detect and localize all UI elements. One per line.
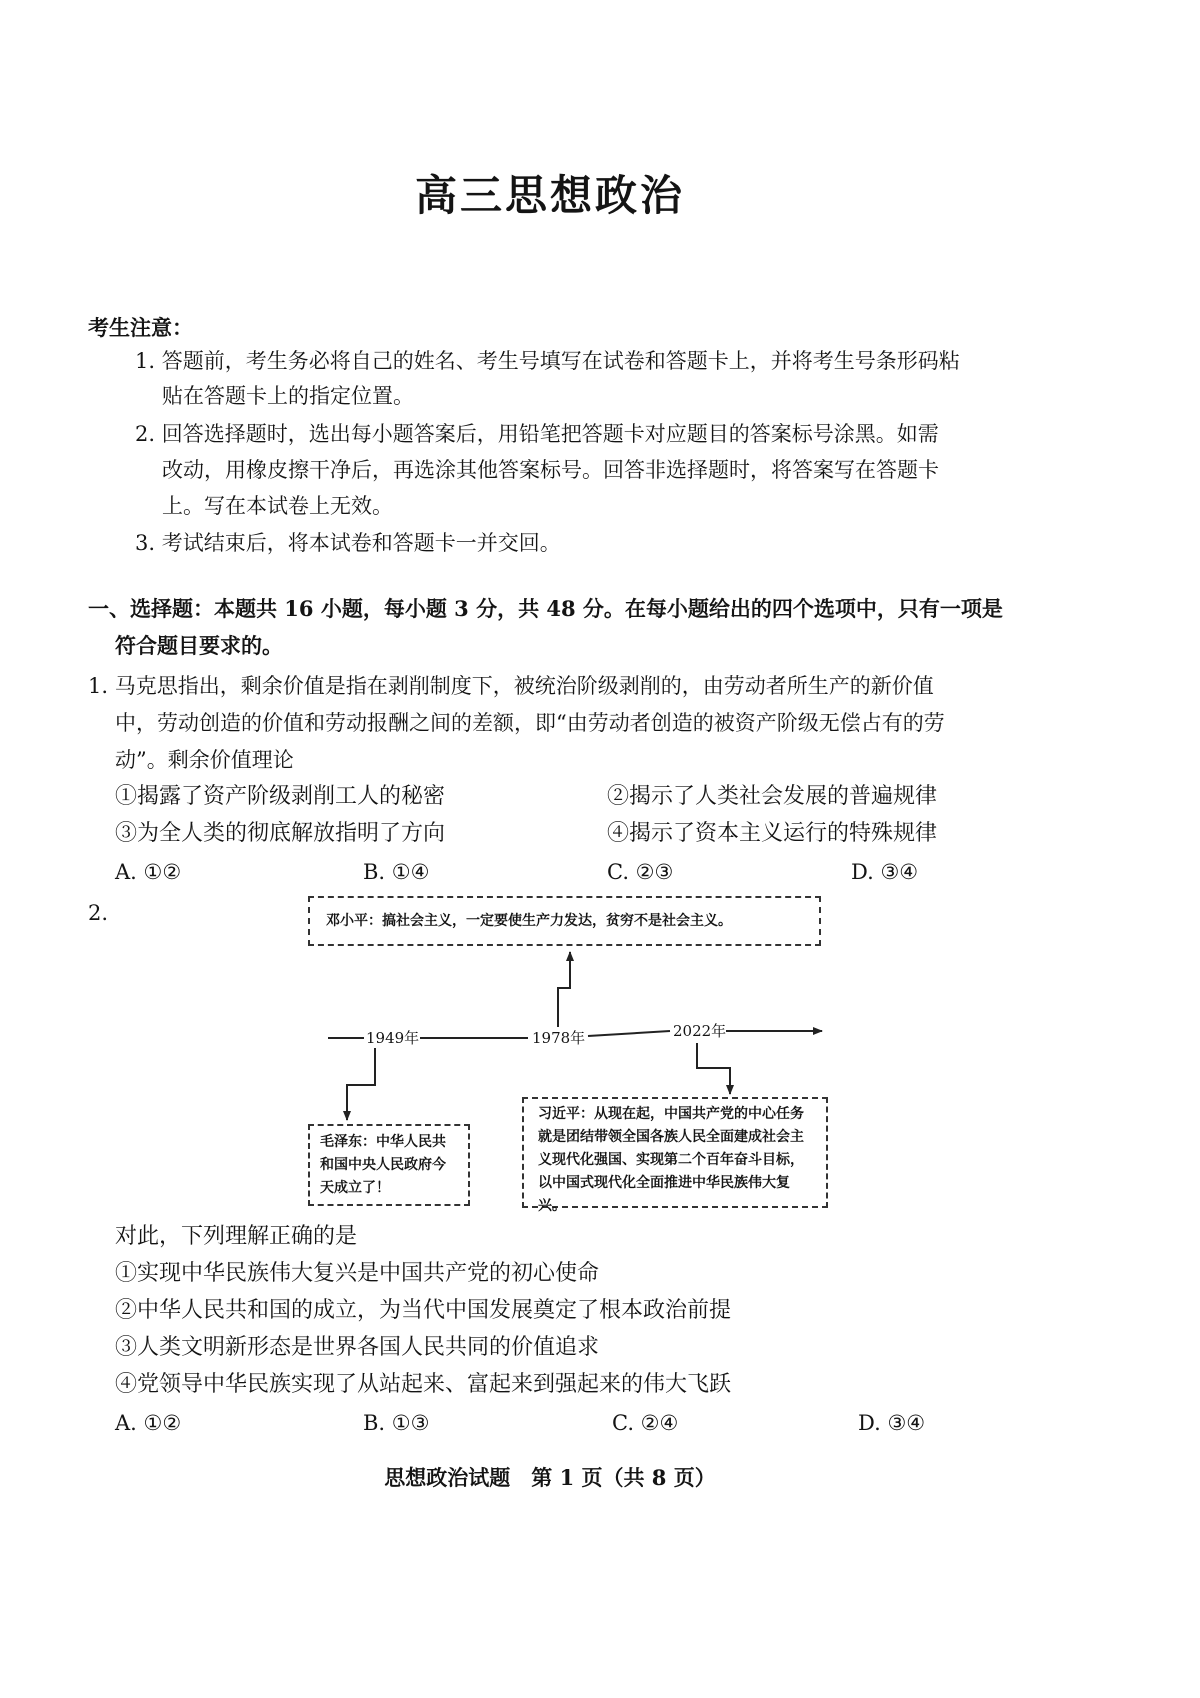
q2-option-b: B. ①③ [363,1411,430,1435]
quote-box-mao [308,1124,470,1206]
section-heading-line-1: 一、选择题：本题共 16 小题，每小题 3 分，共 48 分。在每小题给出的四个选项中，只有一项是 [88,596,1003,621]
notice-heading: 考生注意： [88,315,193,340]
q1-stem-line-3: 动”。剩余价值理论 [115,748,294,772]
year-1978: 1978年 [532,1029,586,1047]
page-title: 高三思想政治 [414,171,685,220]
q2-statement-1: ①实现中华民族伟大复兴是中国共产党的初心使命 [115,1261,600,1286]
year-2022: 2022年 [673,1022,727,1040]
q1-stem-line-1: 1. 马克思指出，剩余价值是指在剥削制度下，被统治阶级剥削的，由劳动者所生产的新价值 [88,674,934,698]
section-heading-line-2: 符合题目要求的。 [115,633,283,658]
notice-item-3: 3. 考试结束后，将本试卷和答题卡一并交回。 [135,531,561,555]
q2-statement-2: ②中华人民共和国的成立，为当代中国发展奠定了根本政治前提 [115,1298,732,1323]
q1-option-a: A. ①② [115,860,182,884]
quote-deng: 邓小平：搞社会主义，一定要使生产力发达，贫穷不是社会主义。 [326,913,732,929]
q1-option-b: B. ①④ [363,860,430,884]
page-footer: 思想政治试题 第 1 页（共 8 页） [384,1465,716,1490]
arrow-1978-to-deng [558,952,570,1027]
q1-statement-1: ①揭露了资产阶级剥削工人的秘密 [115,784,446,809]
q1-statement-4: ④揭示了资本主义运行的特殊规律 [607,821,938,846]
quote-box-xi [522,1097,828,1214]
arrow-1949-to-mao [347,1048,375,1120]
q1-statement-2: ②揭示了人类社会发展的普遍规律 [607,784,938,809]
notice-item-2-line-2: 改动，用橡皮擦干净后，再选涂其他答案标号。回答非选择题时，将答案写在答题卡 [162,458,939,482]
q2-option-c: C. ②④ [612,1411,679,1435]
quote-xi: 习近平：从现在起，中国共产党的中心任务就是团结带领全国各族人民全面建成社会主义现代化强国、实现第二个百年奋斗目标，以中国式现代化全面推进中华民族伟大复兴。 [538,1106,804,1214]
notice-item-2-line-1: 2. 回答选择题时，选出每小题答案后，用铅笔把答题卡对应题目的答案标号涂黑。如需 [135,422,939,446]
q2-prompt: 对此，下列理解正确的是 [115,1224,358,1249]
q2-option-d: D. ③④ [858,1411,926,1435]
arrow-2022-to-xi [697,1043,730,1094]
q2-number: 2. [88,901,109,925]
year-1949: 1949年 [366,1029,420,1047]
q1-option-c: C. ②③ [607,860,674,884]
q1-stem-line-2: 中，劳动创造的价值和劳动报酬之间的差额，即“由劳动者创造的被资产阶级无偿占有的劳 [115,711,945,735]
notice-item-1-line-1: 1. 答题前，考生务必将自己的姓名、考生号填写在试卷和答题卡上，并将考生号条形码粘 [135,349,960,373]
q1-statement-3: ③为全人类的彻底解放指明了方向 [115,821,446,846]
notice-item-1-line-2: 贴在答题卡上的指定位置。 [162,384,414,408]
quote-box-deng [308,896,821,946]
q2-option-a: A. ①② [115,1411,182,1435]
timeline-line-1978-2022 [588,1031,670,1036]
q1-option-d: D. ③④ [851,860,919,884]
q2-statement-4: ④党领导中华民族实现了从站起来、富起来到强起来的伟大飞跃 [115,1372,732,1397]
notice-item-2-line-3: 上。写在本试卷上无效。 [162,494,393,518]
quote-mao: 毛泽东：中华人民共和国中央人民政府今天成立了！ [320,1134,446,1196]
q2-statement-3: ③人类文明新形态是世界各国人民共同的价值追求 [115,1335,600,1360]
